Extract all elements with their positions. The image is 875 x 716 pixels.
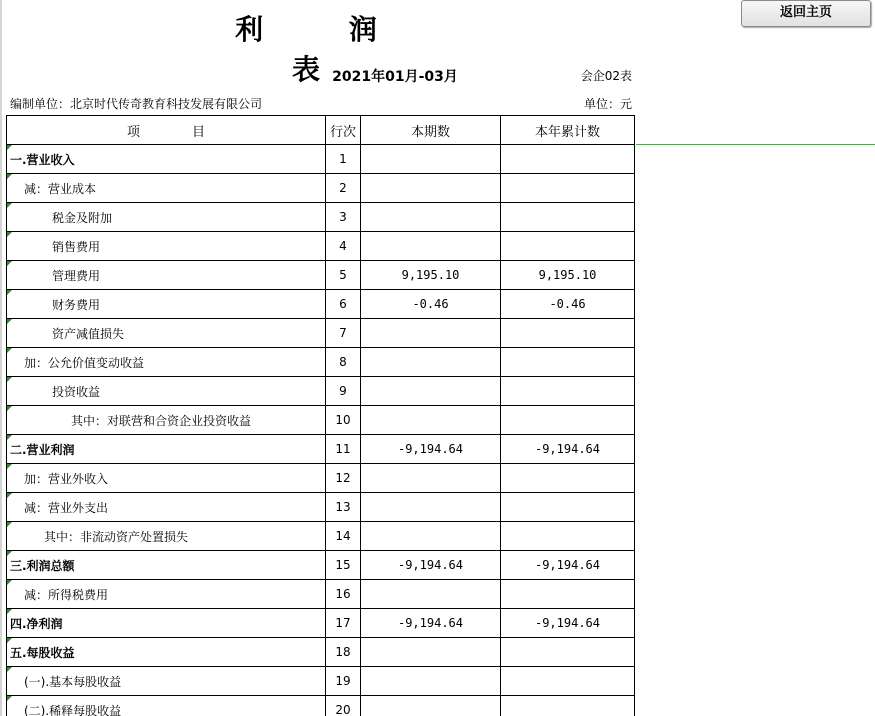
- row-item[interactable]: 资产减值损失: [7, 319, 326, 348]
- row-current[interactable]: [361, 638, 501, 667]
- unit-label: 单位：元: [583, 97, 632, 111]
- row-line-no[interactable]: 19: [326, 667, 361, 696]
- row-ytd[interactable]: [501, 406, 635, 435]
- row-line-no[interactable]: 7: [326, 319, 361, 348]
- row-ytd[interactable]: [501, 522, 635, 551]
- row-item[interactable]: 其中：对联营和合资企业投资收益: [7, 406, 326, 435]
- row-line-no[interactable]: 10: [326, 406, 361, 435]
- row-current[interactable]: [361, 145, 501, 174]
- row-ytd[interactable]: [501, 203, 635, 232]
- row-item[interactable]: 四.净利润: [7, 609, 326, 638]
- return-home-button[interactable]: 返回主页: [741, 0, 871, 27]
- row-ytd[interactable]: [501, 319, 635, 348]
- row-item[interactable]: 减：所得税费用: [7, 580, 326, 609]
- header-line-no[interactable]: 行次: [326, 116, 361, 145]
- row-current[interactable]: 9,195.10: [361, 261, 501, 290]
- row-current[interactable]: [361, 696, 501, 716]
- row-line-no[interactable]: 16: [326, 580, 361, 609]
- row-ytd[interactable]: -9,194.64: [501, 435, 635, 464]
- row-current[interactable]: [361, 464, 501, 493]
- row-line-no[interactable]: 12: [326, 464, 361, 493]
- form-code: 会企02表: [580, 69, 632, 83]
- row-item[interactable]: 其中：非流动资产处置损失: [7, 522, 326, 551]
- row-ytd[interactable]: [501, 464, 635, 493]
- row-item[interactable]: 税金及附加: [7, 203, 326, 232]
- row-item[interactable]: 管理费用: [7, 261, 326, 290]
- table-row: [7, 609, 635, 638]
- row-line-no[interactable]: 2: [326, 174, 361, 203]
- row-current[interactable]: [361, 493, 501, 522]
- row-item[interactable]: 减：营业成本: [7, 174, 326, 203]
- row-current[interactable]: [361, 348, 501, 377]
- table-row: [7, 522, 635, 551]
- row-item[interactable]: 加：营业外收入: [7, 464, 326, 493]
- row-current[interactable]: -0.46: [361, 290, 501, 319]
- row-ytd[interactable]: [501, 377, 635, 406]
- table-row: [7, 377, 635, 406]
- row-item[interactable]: (二).稀释每股收益: [7, 696, 326, 716]
- row-current[interactable]: -9,194.64: [361, 609, 501, 638]
- table-header-row: [7, 116, 635, 145]
- table-row: [7, 667, 635, 696]
- row-ytd[interactable]: [501, 638, 635, 667]
- row-ytd[interactable]: [501, 580, 635, 609]
- row-ytd[interactable]: 9,195.10: [501, 261, 635, 290]
- row-current[interactable]: [361, 580, 501, 609]
- table-row: [7, 435, 635, 464]
- row-item[interactable]: 减：营业外支出: [7, 493, 326, 522]
- row-item[interactable]: 一.营业收入: [7, 145, 326, 174]
- table-row: [7, 638, 635, 667]
- row-line-no[interactable]: 11: [326, 435, 361, 464]
- row-line-no[interactable]: 3: [326, 203, 361, 232]
- row-current[interactable]: [361, 406, 501, 435]
- row-line-no[interactable]: 5: [326, 261, 361, 290]
- row-current[interactable]: [361, 203, 501, 232]
- row-ytd[interactable]: [501, 493, 635, 522]
- row-item[interactable]: 五.每股收益: [7, 638, 326, 667]
- row-line-no[interactable]: 14: [326, 522, 361, 551]
- table-row: [7, 290, 635, 319]
- row-line-no[interactable]: 20: [326, 696, 361, 716]
- row-ytd[interactable]: [501, 145, 635, 174]
- row-ytd[interactable]: [501, 696, 635, 716]
- row-item[interactable]: 二.营业利润: [7, 435, 326, 464]
- report-period: 2021年01月-03月: [332, 69, 458, 85]
- table-row: [7, 261, 635, 290]
- row-current[interactable]: [361, 174, 501, 203]
- row-ytd[interactable]: -9,194.64: [501, 551, 635, 580]
- row-current[interactable]: [361, 522, 501, 551]
- row-item[interactable]: 三.利润总额: [7, 551, 326, 580]
- table-row: [7, 464, 635, 493]
- table-row: [7, 696, 635, 716]
- table-row: [7, 348, 635, 377]
- table-row: [7, 406, 635, 435]
- company-label: 编制单位：北京时代传奇教育科技发展有限公司: [10, 97, 263, 111]
- row-ytd[interactable]: [501, 667, 635, 696]
- table-row: [7, 551, 635, 580]
- row-current[interactable]: [361, 232, 501, 261]
- table-row: [7, 174, 635, 203]
- row-line-no[interactable]: 9: [326, 377, 361, 406]
- table-row: [7, 232, 635, 261]
- row-ytd[interactable]: [501, 232, 635, 261]
- header-current-period[interactable]: 本期数: [361, 116, 501, 145]
- table-row: [7, 493, 635, 522]
- row-item[interactable]: 销售费用: [7, 232, 326, 261]
- header-year-to-date[interactable]: 本年累计数: [501, 116, 635, 145]
- header-item[interactable]: 项 目: [7, 116, 326, 145]
- row-item[interactable]: 加：公允价值变动收益: [7, 348, 326, 377]
- row-line-no[interactable]: 17: [326, 609, 361, 638]
- row-current[interactable]: [361, 377, 501, 406]
- row-line-no[interactable]: 8: [326, 348, 361, 377]
- freeze-pane-line: [636, 144, 875, 145]
- table-row: [7, 203, 635, 232]
- table-row: [7, 145, 635, 174]
- row-item[interactable]: 财务费用: [7, 290, 326, 319]
- row-line-no[interactable]: 1: [326, 145, 361, 174]
- row-line-no[interactable]: 13: [326, 493, 361, 522]
- row-line-no[interactable]: 6: [326, 290, 361, 319]
- table-row: [7, 580, 635, 609]
- row-current[interactable]: [361, 667, 501, 696]
- table-row: [7, 319, 635, 348]
- income-statement-table: [6, 115, 635, 716]
- row-line-no[interactable]: 15: [326, 551, 361, 580]
- row-item[interactable]: 投资收益: [7, 377, 326, 406]
- row-line-no[interactable]: 18: [326, 638, 361, 667]
- row-ytd[interactable]: -9,194.64: [501, 609, 635, 638]
- row-item[interactable]: (一).基本每股收益: [7, 667, 326, 696]
- row-ytd[interactable]: [501, 174, 635, 203]
- row-current[interactable]: [361, 319, 501, 348]
- row-current[interactable]: -9,194.64: [361, 551, 501, 580]
- row-ytd[interactable]: -0.46: [501, 290, 635, 319]
- row-ytd[interactable]: [501, 348, 635, 377]
- sheet-left-border: [0, 0, 2, 716]
- row-current[interactable]: -9,194.64: [361, 435, 501, 464]
- report-title: 利 润 表: [235, 13, 415, 86]
- row-line-no[interactable]: 4: [326, 232, 361, 261]
